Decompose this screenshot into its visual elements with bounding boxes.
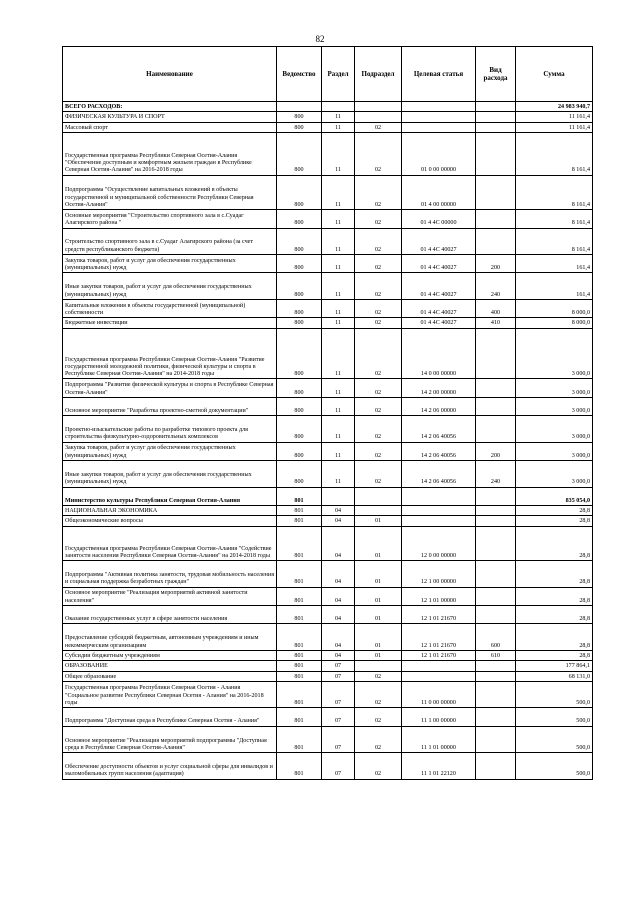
row-amount-cell: 161,4 (516, 255, 593, 273)
row-amount-cell: 3 000,0 (516, 442, 593, 460)
row-subsection-cell: 01 (355, 587, 402, 605)
row-expense-type-cell: 410 (476, 318, 516, 328)
row-subsection-cell: 01 (355, 606, 402, 624)
row-amount-cell: 3 000,0 (516, 416, 593, 443)
header-expense-type: Вид расхода (476, 47, 516, 102)
row-subsection-cell: 02 (355, 708, 402, 726)
table-row (63, 681, 593, 708)
row-target-article-cell (402, 112, 476, 122)
row-expense-type-cell (476, 122, 516, 132)
row-expense-type-cell (476, 379, 516, 397)
row-amount-cell: 28,8 (516, 506, 593, 516)
row-section-cell: 11 (322, 132, 355, 175)
table-row (63, 753, 593, 780)
row-name-cell: ФИЗИЧЕСКАЯ КУЛЬТУРА И СПОРТ (63, 112, 277, 122)
row-section-cell: 11 (322, 273, 355, 300)
row-target-article-cell: 01 4 4C 40027 (402, 228, 476, 255)
row-expense-type-cell: 240 (476, 273, 516, 300)
row-section-cell: 04 (322, 650, 355, 660)
table-row (63, 708, 593, 726)
table-row (63, 112, 593, 122)
row-amount-cell: 3 000,0 (516, 328, 593, 379)
row-department-cell: 800 (277, 210, 322, 228)
row-target-article-cell: 01 0 00 00000 (402, 132, 476, 175)
table-row (63, 175, 593, 210)
row-subsection-cell: 02 (355, 122, 402, 132)
row-section-cell: 11 (322, 175, 355, 210)
table-row (63, 526, 593, 561)
row-subsection-cell: 01 (355, 561, 402, 588)
row-subsection-cell: 02 (355, 379, 402, 397)
row-expense-type-cell (476, 561, 516, 588)
row-name-cell: Подпрограмма "Осуществление капитальных вложений в объекты государственной и муниципальной собственности Республики Северная Осетия-Алания" (63, 175, 277, 210)
row-department-cell: 800 (277, 122, 322, 132)
row-target-article-cell (402, 671, 476, 681)
row-amount-cell: 3 000,0 (516, 397, 593, 415)
row-section-cell (322, 102, 355, 112)
row-amount-cell: 28,8 (516, 526, 593, 561)
row-expense-type-cell (476, 606, 516, 624)
table-row (63, 328, 593, 379)
row-subsection-cell: 02 (355, 671, 402, 681)
row-name-cell: Иные закупки товаров, работ и услуг для обеспечения государственных (муниципальных) нужд (63, 273, 277, 300)
row-expense-type-cell (476, 416, 516, 443)
row-subsection-cell: 02 (355, 461, 402, 488)
row-amount-cell: 161,4 (516, 273, 593, 300)
row-amount-cell: 28,8 (516, 561, 593, 588)
table-row (63, 397, 593, 415)
row-department-cell: 800 (277, 132, 322, 175)
row-target-article-cell (402, 122, 476, 132)
row-expense-type-cell (476, 228, 516, 255)
row-target-article-cell: 11 1 01 22120 (402, 753, 476, 780)
row-target-article-cell: 11 1 00 00000 (402, 708, 476, 726)
row-name-cell: Закупка товаров, работ и услуг для обеспечения государственных (муниципальных) нужд (63, 255, 277, 273)
row-expense-type-cell (476, 175, 516, 210)
row-name-cell: НАЦИОНАЛЬНАЯ ЭКОНОМИКА (63, 506, 277, 516)
row-expense-type-cell (476, 328, 516, 379)
row-amount-cell: 8 000,0 (516, 318, 593, 328)
row-expense-type-cell (476, 671, 516, 681)
row-target-article-cell: 01 4 4C 40027 (402, 299, 476, 317)
row-amount-cell: 8 161,4 (516, 210, 593, 228)
header-subsection: Подраздел (355, 47, 402, 102)
row-target-article-cell: 12 1 01 21670 (402, 624, 476, 651)
table-row (63, 661, 593, 671)
row-subsection-cell: 02 (355, 416, 402, 443)
row-subsection-cell (355, 112, 402, 122)
row-amount-cell: 500,0 (516, 753, 593, 780)
row-amount-cell: 8 161,4 (516, 175, 593, 210)
row-section-cell: 11 (322, 122, 355, 132)
row-subsection-cell: 01 (355, 516, 402, 526)
table-header-row (63, 47, 593, 102)
row-subsection-cell: 02 (355, 328, 402, 379)
row-target-article-cell: 14 2 06 40056 (402, 461, 476, 488)
row-expense-type-cell (476, 112, 516, 122)
row-subsection-cell: 01 (355, 624, 402, 651)
row-section-cell: 11 (322, 228, 355, 255)
row-section-cell: 04 (322, 516, 355, 526)
row-amount-cell: 3 000,0 (516, 379, 593, 397)
row-department-cell: 801 (277, 753, 322, 780)
table-row (63, 606, 593, 624)
row-target-article-cell: 01 4 4C 40027 (402, 255, 476, 273)
row-subsection-cell: 02 (355, 255, 402, 273)
row-expense-type-cell (476, 487, 516, 505)
row-expense-type-cell: 610 (476, 650, 516, 660)
row-section-cell: 11 (322, 461, 355, 488)
row-amount-cell: 28,8 (516, 516, 593, 526)
row-name-cell: Предоставление субсидий бюджетным, автономным учреждениям и иным некоммерческим организациям (63, 624, 277, 651)
row-name-cell: ВСЕГО РАСХОДОВ: (63, 102, 277, 112)
table-row (63, 587, 593, 605)
row-expense-type-cell: 600 (476, 624, 516, 651)
row-section-cell: 04 (322, 506, 355, 516)
row-name-cell: Общеэкономические вопросы (63, 516, 277, 526)
row-section-cell: 11 (322, 397, 355, 415)
row-expense-type-cell (476, 516, 516, 526)
row-target-article-cell: 01 4 4C 00000 (402, 210, 476, 228)
budget-table (62, 46, 593, 780)
row-target-article-cell: 14 0 00 00000 (402, 328, 476, 379)
row-section-cell: 11 (322, 210, 355, 228)
row-amount-cell: 835 054,0 (516, 487, 593, 505)
row-expense-type-cell (476, 753, 516, 780)
row-amount-cell: 500,0 (516, 681, 593, 708)
row-department-cell: 801 (277, 606, 322, 624)
table-row (63, 132, 593, 175)
row-expense-type-cell (476, 132, 516, 175)
row-subsection-cell: 02 (355, 299, 402, 317)
row-subsection-cell (355, 661, 402, 671)
row-subsection-cell (355, 102, 402, 112)
table-row (63, 461, 593, 488)
row-target-article-cell: 01 4 00 00000 (402, 175, 476, 210)
row-amount-cell: 28,8 (516, 624, 593, 651)
row-department-cell: 801 (277, 487, 322, 505)
row-department-cell: 800 (277, 228, 322, 255)
row-expense-type-cell (476, 210, 516, 228)
row-section-cell: 07 (322, 671, 355, 681)
row-subsection-cell: 01 (355, 650, 402, 660)
row-amount-cell: 68 131,0 (516, 671, 593, 681)
row-subsection-cell: 02 (355, 318, 402, 328)
row-name-cell: Обеспечение доступности объектов и услуг социальной сферы для инвалидов и маломобильных групп населения (адаптация) (63, 753, 277, 780)
row-name-cell: ОБРАЗОВАНИЕ (63, 661, 277, 671)
header-amount: Сумма (516, 47, 593, 102)
row-section-cell: 11 (322, 328, 355, 379)
row-department-cell: 801 (277, 671, 322, 681)
row-name-cell: Основное мероприятие "Реализация мероприятий подпрограммы "Доступная среда в Республике Северная Осетия-Алания" (63, 726, 277, 753)
row-name-cell: Общее образование (63, 671, 277, 681)
row-amount-cell: 8 000,0 (516, 299, 593, 317)
table-row (63, 561, 593, 588)
row-subsection-cell: 02 (355, 273, 402, 300)
row-target-article-cell: 12 0 00 00000 (402, 526, 476, 561)
row-expense-type-cell (476, 726, 516, 753)
row-department-cell: 800 (277, 299, 322, 317)
row-expense-type-cell: 200 (476, 442, 516, 460)
row-subsection-cell: 01 (355, 526, 402, 561)
row-name-cell: Проектно-изыскательские работы по разработке типового проекта для строительства физкультурно-оздоровительных комплексов (63, 416, 277, 443)
row-expense-type-cell: 240 (476, 461, 516, 488)
row-department-cell: 801 (277, 708, 322, 726)
table-row (63, 624, 593, 651)
row-expense-type-cell: 200 (476, 255, 516, 273)
row-expense-type-cell (476, 708, 516, 726)
row-section-cell: 07 (322, 726, 355, 753)
row-target-article-cell (402, 661, 476, 671)
row-section-cell: 04 (322, 561, 355, 588)
row-name-cell: Закупка товаров, работ и услуг для обеспечения государственных (муниципальных) нужд (63, 442, 277, 460)
table-row (63, 506, 593, 516)
header-target-article: Целевая статья (402, 47, 476, 102)
row-name-cell: Государственная программа Республики Северная Осетия-Алания "Развитие государственной молодежной политики, физической культуры и спорта в Республике Северная Осетия-Алания" на 2014-2018 годы (63, 328, 277, 379)
row-section-cell: 07 (322, 708, 355, 726)
row-amount-cell: 11 161,4 (516, 112, 593, 122)
row-department-cell: 800 (277, 461, 322, 488)
row-expense-type-cell: 400 (476, 299, 516, 317)
row-name-cell: Массовый спорт (63, 122, 277, 132)
row-expense-type-cell (476, 526, 516, 561)
row-subsection-cell: 02 (355, 681, 402, 708)
header-name: Наименование (63, 47, 277, 102)
table-row (63, 671, 593, 681)
row-department-cell: 800 (277, 328, 322, 379)
row-section-cell: 04 (322, 526, 355, 561)
table-row (63, 416, 593, 443)
row-department-cell: 801 (277, 624, 322, 651)
row-section-cell: 04 (322, 587, 355, 605)
row-amount-cell: 28,8 (516, 606, 593, 624)
row-amount-cell: 11 161,4 (516, 122, 593, 132)
row-subsection-cell: 02 (355, 442, 402, 460)
row-target-article-cell: 01 4 4C 40027 (402, 318, 476, 328)
row-amount-cell: 500,0 (516, 726, 593, 753)
row-department-cell: 800 (277, 318, 322, 328)
row-subsection-cell: 02 (355, 210, 402, 228)
row-subsection-cell: 02 (355, 726, 402, 753)
table-row (63, 726, 593, 753)
table-row (63, 516, 593, 526)
row-department-cell: 801 (277, 650, 322, 660)
table-row (63, 379, 593, 397)
page-number: 82 (315, 34, 325, 44)
row-name-cell: Подпрограмма "Доступная среда в Республике Северная Осетия - Алания" (63, 708, 277, 726)
row-target-article-cell: 12 1 01 00000 (402, 587, 476, 605)
table-row (63, 299, 593, 317)
row-target-article-cell: 14 2 06 00000 (402, 397, 476, 415)
row-section-cell (322, 487, 355, 505)
table-row (63, 487, 593, 505)
row-target-article-cell (402, 487, 476, 505)
row-name-cell: Оказание государственных услуг в сфере занятости населения (63, 606, 277, 624)
row-department-cell (277, 102, 322, 112)
table-row (63, 318, 593, 328)
row-department-cell: 801 (277, 661, 322, 671)
row-amount-cell: 24 983 940,7 (516, 102, 593, 112)
row-target-article-cell (402, 506, 476, 516)
table-row (63, 650, 593, 660)
row-department-cell: 801 (277, 506, 322, 516)
row-department-cell: 801 (277, 726, 322, 753)
row-target-article-cell: 12 1 00 00000 (402, 561, 476, 588)
row-section-cell: 11 (322, 112, 355, 122)
row-name-cell: Государственная программа Республики Северная Осетия-Алания "Содействие занятости населения Республики Северная Осетия-Алания" на 2014-2018 годы (63, 526, 277, 561)
header-section: Раздел (322, 47, 355, 102)
row-department-cell: 800 (277, 255, 322, 273)
row-expense-type-cell (476, 661, 516, 671)
header-department: Ведомство (277, 47, 322, 102)
row-subsection-cell (355, 506, 402, 516)
row-section-cell: 11 (322, 255, 355, 273)
row-section-cell: 04 (322, 624, 355, 651)
row-name-cell: Иные закупки товаров, работ и услуг для обеспечения государственных (муниципальных) нужд (63, 461, 277, 488)
row-name-cell: Подпрограмма "Активная политика занятости, трудовая мобильность населения и социальная поддержка безработных граждан" (63, 561, 277, 588)
row-target-article-cell: 14 2 06 40056 (402, 416, 476, 443)
row-name-cell: Основные мероприятия "Строительство спортивного зала в с.Суадаг Алагирского района " (63, 210, 277, 228)
row-department-cell: 800 (277, 175, 322, 210)
table-row (63, 228, 593, 255)
row-subsection-cell: 02 (355, 228, 402, 255)
row-amount-cell: 28,8 (516, 650, 593, 660)
row-amount-cell: 8 161,4 (516, 132, 593, 175)
row-target-article-cell (402, 102, 476, 112)
row-name-cell: Основное мероприятие "Разработка проектно-сметной документации" (63, 397, 277, 415)
row-department-cell: 800 (277, 273, 322, 300)
row-department-cell: 800 (277, 442, 322, 460)
row-expense-type-cell (476, 102, 516, 112)
row-subsection-cell: 02 (355, 132, 402, 175)
row-department-cell: 800 (277, 416, 322, 443)
row-amount-cell: 8 161,4 (516, 228, 593, 255)
row-department-cell: 801 (277, 526, 322, 561)
row-section-cell: 11 (322, 416, 355, 443)
row-section-cell: 11 (322, 442, 355, 460)
row-subsection-cell: 02 (355, 753, 402, 780)
row-target-article-cell: 14 2 06 40056 (402, 442, 476, 460)
row-target-article-cell: 14 2 00 00000 (402, 379, 476, 397)
row-section-cell: 11 (322, 318, 355, 328)
row-target-article-cell (402, 516, 476, 526)
row-department-cell: 800 (277, 112, 322, 122)
row-department-cell: 800 (277, 379, 322, 397)
row-department-cell: 801 (277, 561, 322, 588)
row-name-cell: Субсидии бюджетным учреждениям (63, 650, 277, 660)
row-amount-cell: 500,0 (516, 708, 593, 726)
row-subsection-cell: 02 (355, 175, 402, 210)
row-amount-cell: 177 864,1 (516, 661, 593, 671)
row-section-cell: 11 (322, 299, 355, 317)
row-department-cell: 801 (277, 587, 322, 605)
row-name-cell: Основное мероприятие "Реализация мероприятий активной занятости населения" (63, 587, 277, 605)
row-subsection-cell: 02 (355, 397, 402, 415)
table-row (63, 255, 593, 273)
row-target-article-cell: 11 0 00 00000 (402, 681, 476, 708)
row-target-article-cell: 01 4 4C 40027 (402, 273, 476, 300)
row-section-cell: 07 (322, 661, 355, 671)
row-section-cell: 07 (322, 753, 355, 780)
row-name-cell: Строительство спортивного зала в с.Суадаг Алагирского района (за счет средств республиканского бюджета) (63, 228, 277, 255)
table-row (63, 210, 593, 228)
row-name-cell: Капитальные вложения в объекты государственной (муниципальной) собственности (63, 299, 277, 317)
row-section-cell: 07 (322, 681, 355, 708)
table-row (63, 442, 593, 460)
row-amount-cell: 28,8 (516, 587, 593, 605)
row-expense-type-cell (476, 397, 516, 415)
row-target-article-cell: 12 1 01 21670 (402, 650, 476, 660)
row-amount-cell: 3 000,0 (516, 461, 593, 488)
row-name-cell: Министерство культуры Республики Северная Осетия-Алания (63, 487, 277, 505)
row-name-cell: Бюджетные инвестиции (63, 318, 277, 328)
table-row (63, 102, 593, 112)
row-expense-type-cell (476, 681, 516, 708)
table-row (63, 122, 593, 132)
row-name-cell: Подпрограмма "Развитие физической культуры и спорта в Республике Северная Осетия-Алания" (63, 379, 277, 397)
row-department-cell: 801 (277, 516, 322, 526)
row-section-cell: 11 (322, 379, 355, 397)
row-name-cell: Государственная программа Республики Северная Осетия-Алания "Обеспечение доступным и комфортным жильем граждан в Республике Северная Осетия-Алания" на 2016-2018 годы (63, 132, 277, 175)
row-expense-type-cell (476, 587, 516, 605)
table-row (63, 273, 593, 300)
row-department-cell: 800 (277, 397, 322, 415)
row-expense-type-cell (476, 506, 516, 516)
row-target-article-cell: 12 1 01 21670 (402, 606, 476, 624)
row-department-cell: 801 (277, 681, 322, 708)
row-subsection-cell (355, 487, 402, 505)
row-target-article-cell: 11 1 01 00000 (402, 726, 476, 753)
row-section-cell: 04 (322, 606, 355, 624)
row-name-cell: Государственная программа Республики Северная Осетия - Алания "Социальное развитие Республики Северная Осетия - Алания" на 2016-2018 годы (63, 681, 277, 708)
